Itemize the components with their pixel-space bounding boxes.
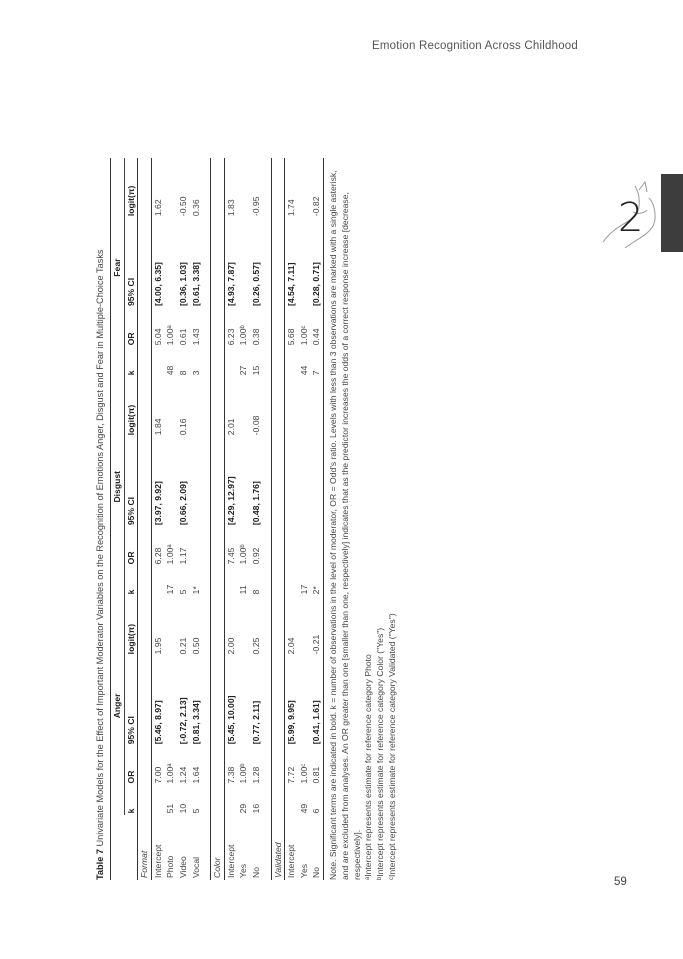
row-label: No <box>310 815 323 880</box>
table-notes <box>328 158 399 880</box>
table-note: Note. Significant terms are indicated in bold. k = number of observations in the level of moderator, OR = Odd's ratio. Levels with less than 3 observations are marked with a single asterisk, and are excluded from analyses. An OR greater than one [smaller than one, respectively] indicates that as the predictor increases the odds of a correct response increase [decrease, respectively]. <box>327 170 362 880</box>
column-header: logit(π) <box>124 596 138 656</box>
stub-header <box>111 815 125 880</box>
group-header-anger: Anger <box>111 596 125 815</box>
table-body <box>138 158 324 880</box>
table-cell: 1.00ᵃ <box>165 763 176 784</box>
row-label: Yes <box>298 863 309 878</box>
table-cell <box>298 527 311 566</box>
table-cell <box>164 377 177 437</box>
table-cell: [5.99, 9.95] <box>286 700 297 745</box>
table-cell: 48 <box>165 365 176 376</box>
table-cell: 16 <box>250 803 261 814</box>
table-cell: 7.72 <box>286 766 297 784</box>
table-cell: [5.46, 8.97] <box>152 700 163 745</box>
table-cell: [0.77, 2.11] <box>250 700 261 745</box>
row-label: Photo <box>165 855 176 878</box>
table-cell <box>237 596 250 656</box>
table-cell <box>164 596 177 656</box>
column-header: k <box>124 785 138 815</box>
table-cell <box>151 785 164 815</box>
table-cell <box>164 656 177 746</box>
spacer-cell <box>263 158 272 880</box>
table-cell: [0.41, 1.61] <box>310 656 323 746</box>
spacer-cell <box>202 158 211 880</box>
table-cell: 0.44 <box>310 308 323 347</box>
table-cell <box>164 218 177 308</box>
table-cell <box>190 437 203 527</box>
table-cell: 7.45 <box>225 547 236 565</box>
table-cell <box>285 785 298 815</box>
table-cell <box>310 437 323 527</box>
column-header: OR <box>124 527 138 566</box>
section-spacer <box>202 158 211 880</box>
table-cell: 8 <box>250 589 261 595</box>
table-cell: 17 <box>298 584 309 595</box>
table-cell: 1.28 <box>250 766 261 784</box>
row-label: No <box>250 867 261 878</box>
table-cell <box>190 377 203 437</box>
table-cell: 6.28 <box>152 547 163 565</box>
table-cell <box>237 656 250 746</box>
table-cell <box>285 377 298 437</box>
column-header: k <box>124 566 138 596</box>
table-cell: [-0.72, 2.13] <box>177 697 188 745</box>
table-cell: -0.08 <box>250 415 261 436</box>
row-label: Intercept <box>225 844 236 878</box>
row-label: Intercept <box>152 844 163 878</box>
table-cell <box>190 527 203 566</box>
table-cell <box>298 656 311 746</box>
table-cell: 5 <box>190 808 201 814</box>
table-cell <box>237 158 250 218</box>
table-row <box>177 158 190 880</box>
table-cell: 0.38 <box>250 328 261 346</box>
table-cell: 6.23 <box>225 328 236 346</box>
table-cell: 51 <box>165 803 176 814</box>
table-row <box>224 158 237 880</box>
table-cell: 1.64 <box>190 766 201 784</box>
table-cell: -0.21 <box>310 596 323 656</box>
table-row <box>298 158 311 880</box>
table-cell: 11 <box>238 585 249 595</box>
column-header: logit(π) <box>124 158 138 218</box>
table-cell: -0.82 <box>310 158 323 218</box>
table-cell: [4.93, 7.87] <box>225 262 236 307</box>
table-cell <box>224 785 237 815</box>
moderator-table <box>110 158 324 880</box>
table-row <box>310 158 323 880</box>
table-cell: 0.21 <box>177 637 188 655</box>
table-cell: [4.54, 7.11] <box>286 262 297 307</box>
column-header: OR <box>124 308 138 347</box>
table-cell: 10 <box>177 803 188 814</box>
table-row <box>237 158 250 880</box>
stub-header <box>124 815 138 880</box>
table-cell <box>237 437 250 527</box>
column-header: k <box>124 347 138 377</box>
table-cell: [4.00, 6.35] <box>152 262 163 307</box>
group-header-fear: Fear <box>111 158 125 377</box>
rotated-table-block <box>95 158 440 880</box>
table-cell <box>224 347 237 377</box>
table-cell <box>285 527 298 566</box>
row-label: Vocal <box>190 856 201 878</box>
table-cell: 1.00ᵇ <box>238 763 249 784</box>
table-cell: 1.43 <box>190 328 201 346</box>
section-label: Format <box>138 158 152 880</box>
table-cell <box>298 158 311 218</box>
table-cell: 0.81 <box>310 746 323 785</box>
table-cell: [4.29, 12.97] <box>225 476 236 526</box>
row-label: Yes <box>238 863 249 878</box>
row-label: Intercept <box>286 844 297 878</box>
table-footnote: ᵃIntercept represents estimate for reference category Photo <box>363 654 374 880</box>
table-cell <box>310 527 323 566</box>
table-cell: -0.50 <box>177 196 188 217</box>
section-header-row <box>271 158 285 880</box>
table-cell <box>298 437 311 527</box>
table-cell <box>285 566 298 596</box>
table-cell: 2.00 <box>225 637 236 655</box>
table-cell: 1.00ᵃ <box>165 325 176 346</box>
chapter-number: 2 <box>618 195 644 241</box>
table-title: Univariate Models for the Effect of Important Moderator Variables on the Recognition of Emotions Anger, Disgust and Fear in Multiple-Choice Tasks <box>95 249 105 847</box>
column-header: 95% CI <box>124 218 138 308</box>
table-cell: 1.95 <box>152 637 163 655</box>
running-title: Emotion Recognition Across Childhood <box>371 40 578 52</box>
table-cell: 3 <box>190 370 201 376</box>
section-header-row <box>211 158 225 880</box>
table-footnote: ᵇIntercept represents estimate for reference category Color ("Yes") <box>375 627 386 880</box>
table-cell: 1.00ᵃ <box>165 544 176 565</box>
table-cell <box>164 158 177 218</box>
table-cell: 15 <box>250 365 261 376</box>
table-cell: 1.24 <box>177 766 188 784</box>
table-cell: 1.00ᶜ <box>298 763 309 784</box>
column-header: 95% CI <box>124 656 138 746</box>
table-cell: -0.95 <box>250 196 261 217</box>
table-cell <box>298 377 311 437</box>
table-cell: 0.61 <box>177 328 188 346</box>
table-cell: 1.00ᵇ <box>238 325 249 346</box>
table-cell <box>151 347 164 377</box>
table-cell: 1.84 <box>152 418 163 436</box>
table-cell <box>285 437 298 527</box>
group-header-row <box>111 158 125 880</box>
table-cell: [0.61, 3.38] <box>190 262 201 307</box>
table-row <box>164 158 177 880</box>
table-cell: 1.17 <box>177 547 188 565</box>
table-cell: [0.66, 2.09] <box>177 481 188 526</box>
table-cell: 1.62 <box>152 199 163 217</box>
table-cell: 2.01 <box>225 418 236 436</box>
table-row <box>285 158 298 880</box>
table-cell <box>224 566 237 596</box>
table-cell <box>298 596 311 656</box>
table-cell: [0.48, 1.76] <box>250 481 261 526</box>
column-header-row <box>124 158 138 880</box>
table-cell: 5 <box>177 589 188 595</box>
table-cell: 1.83 <box>225 199 236 217</box>
table-cell: 0.16 <box>177 418 188 436</box>
table-caption <box>95 158 105 880</box>
section-label: Validated <box>271 158 285 880</box>
table-cell: [0.26, 0.57] <box>250 262 261 307</box>
table-cell: [0.36, 1.03] <box>177 262 188 307</box>
table-cell: 17 <box>165 584 176 595</box>
column-header: 95% CI <box>124 437 138 527</box>
table-cell: 1.00ᵇ <box>238 544 249 565</box>
table-cell: 2* <box>310 566 323 596</box>
table-cell: 29 <box>238 803 249 814</box>
column-header: OR <box>124 746 138 785</box>
table-cell: 0.50 <box>190 637 201 655</box>
column-header: logit(π) <box>124 377 138 437</box>
table-cell: [5.45, 10.00] <box>225 695 236 745</box>
table-row <box>250 158 263 880</box>
section-label: Color <box>211 158 225 880</box>
table-footnote: ᶜIntercept represents estimate for reference category Validated ("Yes") <box>386 613 397 880</box>
table-label: Table 7 <box>95 849 105 880</box>
table-cell: [0.81, 3.34] <box>190 700 201 745</box>
table-cell <box>310 377 323 437</box>
table-cell: 2.04 <box>286 637 297 655</box>
section-spacer <box>263 158 272 880</box>
table-cell: 1* <box>190 586 201 595</box>
table-cell: 8 <box>177 370 188 376</box>
table-cell: 44 <box>298 365 309 376</box>
table-cell: 7 <box>310 347 323 377</box>
table-cell: 0.25 <box>250 637 261 655</box>
section-header-row <box>138 158 152 880</box>
table-cell <box>285 347 298 377</box>
group-header-disgust: Disgust <box>111 377 125 596</box>
page-number: 59 <box>614 876 627 888</box>
table-cell: 5.04 <box>152 328 163 346</box>
chapter-tab <box>661 174 683 252</box>
table-cell <box>237 377 250 437</box>
table-cell: 1.00ᶜ <box>298 325 309 346</box>
table-cell: 7.38 <box>225 766 236 784</box>
table-cell: 0.92 <box>250 547 261 565</box>
table-cell: 27 <box>238 365 249 376</box>
table-cell: [3.97, 9.92] <box>152 481 163 526</box>
table-row <box>190 158 203 880</box>
table-cell <box>151 566 164 596</box>
table-cell <box>164 437 177 527</box>
table-cell: [0.28, 0.71] <box>310 218 323 308</box>
table-cell: 1.74 <box>286 199 297 217</box>
row-label: Video <box>177 856 188 878</box>
table-cell: 0.36 <box>190 199 201 217</box>
table-cell: 5.68 <box>286 328 297 346</box>
table-cell <box>298 218 311 308</box>
table-cell: 49 <box>298 803 309 814</box>
table-row <box>151 158 164 880</box>
table-cell: 6 <box>310 785 323 815</box>
table-cell <box>237 218 250 308</box>
table-cell: 7.00 <box>152 766 163 784</box>
